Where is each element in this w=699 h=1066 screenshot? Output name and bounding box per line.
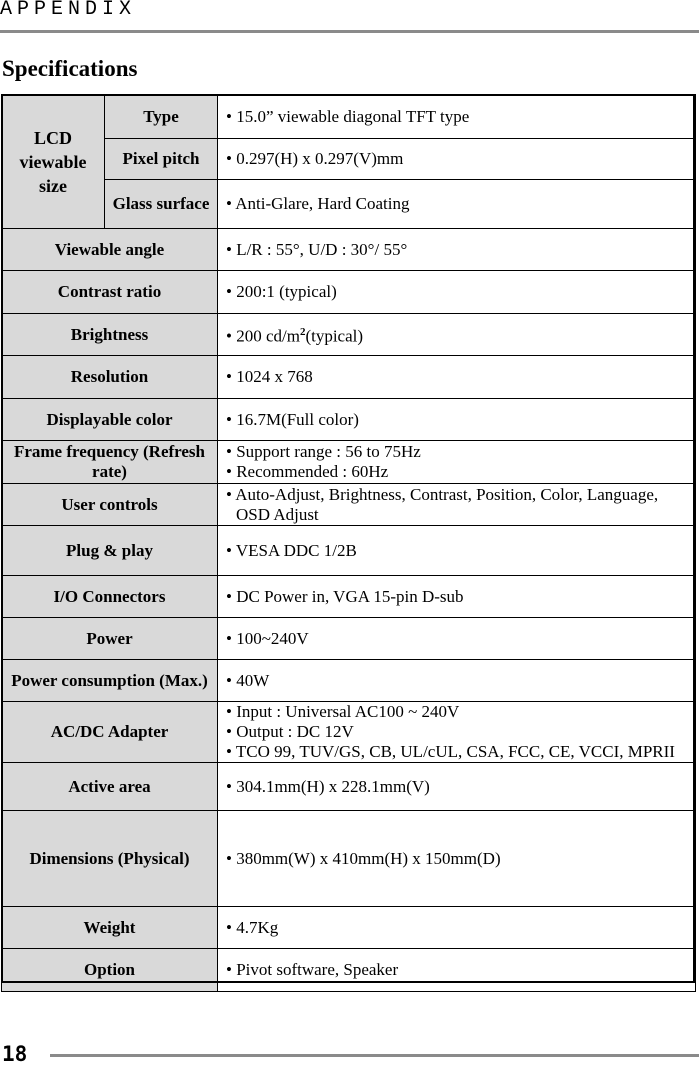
row-label: Active area — [2, 763, 218, 811]
footer-rule — [50, 1054, 699, 1057]
table-row — [2, 949, 696, 992]
row-label: AC/DC Adapter — [2, 702, 218, 763]
value-line: • Input : Universal AC100 ~ 240V — [226, 702, 460, 721]
row-label: Dimensions (Physical) — [2, 811, 218, 907]
table-row — [2, 271, 696, 314]
row-value — [218, 526, 696, 576]
row-label: Weight — [2, 907, 218, 949]
table-row — [2, 660, 696, 702]
value-line: • Recommended : 60Hz — [226, 462, 389, 481]
table-row — [2, 356, 696, 399]
value-line: • 200:1 (typical) — [226, 282, 337, 301]
row-value — [218, 702, 696, 763]
value-line: • DC Power in, VGA 15-pin D-sub — [226, 586, 464, 606]
row-label: I/O Connectors — [2, 576, 218, 618]
value-line: • Output : DC 12V — [226, 722, 354, 741]
row-label: Displayable color — [2, 399, 218, 441]
row-value — [218, 907, 696, 949]
table-row — [2, 441, 696, 484]
table-row — [2, 314, 696, 356]
header-rule — [0, 30, 699, 33]
value-line: • 100~240V — [226, 628, 309, 648]
table-row — [2, 139, 696, 180]
value-line: • 16.7M(Full color) — [226, 409, 359, 429]
row-label: Pixel pitch — [105, 139, 218, 180]
row-label: User controls — [2, 484, 218, 526]
table-row — [2, 399, 696, 441]
value-line: • 380mm(W) x 410mm(H) x 150mm(D) — [226, 848, 501, 868]
table-row — [2, 95, 696, 139]
value-line: • 1024 x 768 — [226, 367, 313, 386]
row-value — [218, 618, 696, 660]
value-line: • VESA DDC 1/2B — [226, 540, 357, 560]
row-value — [218, 399, 696, 441]
row-value: • 15.0” viewable diagonal TFT type — [218, 95, 696, 139]
value-line: • Pivot software, Speaker — [226, 960, 399, 979]
lcd-group-label: LCD viewable size — [2, 95, 105, 229]
table-row — [2, 484, 696, 526]
row-value — [218, 949, 696, 992]
section-header: APPENDIX — [0, 0, 137, 21]
row-value — [218, 271, 696, 314]
row-label: Resolution — [2, 356, 218, 399]
value-line: • 40W — [226, 670, 270, 690]
table-row — [2, 763, 696, 811]
row-label: Power — [2, 618, 218, 660]
value-line: • 200 $cd/m^2(typical)$ — [226, 326, 364, 346]
value-line: • L/R : 55°, U/D : 30°/ 55° — [226, 239, 408, 259]
table-row — [2, 811, 696, 907]
row-value — [218, 576, 696, 618]
value-line: • TCO 99, TUV/GS, CB, UL/cUL, CSA, FCC, CE, VCCI, MPRII — [226, 742, 675, 761]
value-line: • Support range : 56 to 75Hz — [226, 442, 421, 461]
table-row — [2, 526, 696, 576]
row-value — [218, 314, 696, 356]
row-value: • Anti-Glare, Hard Coating — [218, 180, 696, 229]
table-row — [2, 180, 696, 229]
table-row — [2, 618, 696, 660]
row-label: Glass surface — [105, 180, 218, 229]
specifications-table — [1, 94, 696, 992]
row-label: Brightness — [2, 314, 218, 356]
row-label: Viewable angle — [2, 229, 218, 271]
row-value — [218, 484, 696, 526]
table-row — [2, 702, 696, 763]
page-title: Specifications — [2, 56, 138, 81]
row-label: Plug & play — [2, 526, 218, 576]
value-line: • Auto-Adjust, Brightness, Contrast, Position, Color, Language, OSD Adjust — [226, 484, 659, 524]
value-line: • 304.1mm(H) x 228.1mm(V) — [226, 776, 430, 796]
row-value: • 0.297(H) x 0.297(V)mm — [218, 139, 696, 180]
row-value — [218, 811, 696, 907]
value-line: • 4.7Kg — [226, 917, 279, 937]
row-value — [218, 763, 696, 811]
row-value — [218, 229, 696, 271]
row-label: Frame frequency (Refresh rate) — [2, 441, 218, 484]
table-row — [2, 576, 696, 618]
row-label: Type — [105, 95, 218, 139]
row-label: Power consumption (Max.) — [2, 660, 218, 702]
row-value — [218, 660, 696, 702]
row-value — [218, 356, 696, 399]
page-number: 18 — [2, 1042, 28, 1066]
row-value — [218, 441, 696, 484]
table-row — [2, 907, 696, 949]
table-row — [2, 229, 696, 271]
row-label: Contrast ratio — [2, 271, 218, 314]
row-label: Option — [2, 949, 218, 992]
